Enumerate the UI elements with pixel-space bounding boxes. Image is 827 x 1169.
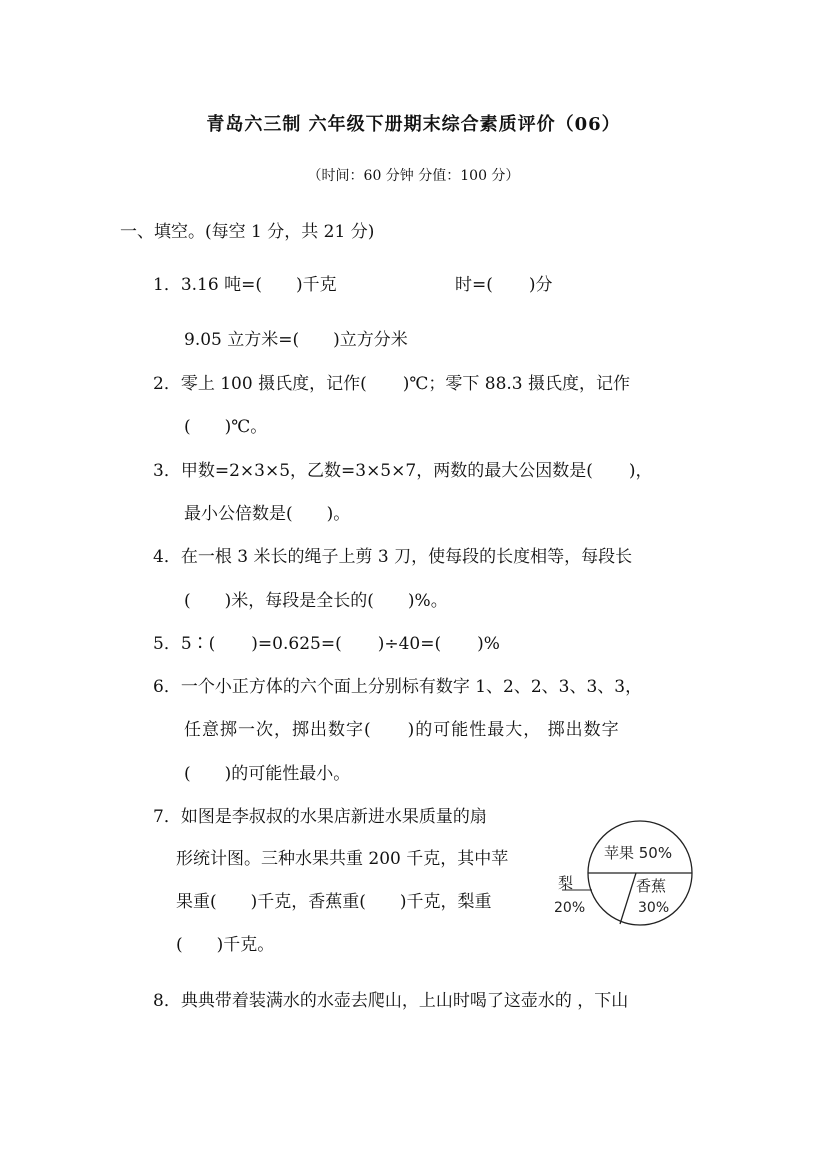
question-1-b (455, 274, 553, 296)
q3-text: 最小公倍数是( (184, 504, 293, 524)
q7-text: )千克。 (216, 935, 275, 955)
q4-text: ( (184, 591, 191, 611)
question-1-c (184, 329, 408, 351)
q7-text: 如图是李叔叔的水果店新进水果质量的扇 (180, 807, 487, 827)
question-7 (153, 806, 487, 828)
q6-text: 任意掷一次，掷出数字( (184, 720, 372, 740)
question-number: 2． (153, 374, 181, 394)
q1-text-b: 时=( (455, 275, 493, 295)
question-number: 8． (153, 991, 181, 1011)
q4-text: 在一根 3 米长的绳子上剪 3 刀，使每段的长度相等，每段长 (180, 547, 633, 567)
section-heading: 一、填空。(每空 1 分，共 21 分) (120, 222, 375, 242)
question-1 (153, 274, 337, 296)
question-3-line-2 (184, 503, 350, 525)
page-subtitle: （时间：60 分钟 分值：100 分） (307, 168, 520, 184)
q2-text: )℃；零下 88.3 摄氏度，记作 (402, 374, 631, 394)
question-4-line-2 (184, 590, 448, 612)
q7-text: )千克，香蕉重( (250, 892, 366, 912)
q1-text-c: 9.05 立方米=( (184, 330, 300, 350)
slice-label-pear: 梨 (558, 874, 574, 892)
q1-text-b2: )分 (528, 275, 553, 295)
q5-text: )=0.625=( (251, 634, 342, 654)
q7-text: 果重( (176, 892, 217, 912)
q5-text: )% (477, 634, 500, 654)
slice-label-apple: 苹果 50% (604, 844, 673, 862)
question-8 (153, 990, 628, 1012)
q3-text: )。 (326, 504, 351, 524)
q6-text: )的可能性最大， 掷出数字 (407, 720, 620, 740)
question-2-line-2 (184, 416, 267, 438)
question-number: 5． (153, 634, 181, 654)
question-number: 7． (153, 807, 181, 827)
q8-text: 典典带着装满水的水壶去爬山，上山时喝了这壶水的 ，下山 (180, 991, 629, 1011)
question-7-line-3 (176, 891, 492, 913)
question-3 (153, 460, 652, 482)
q1-text-a2: )千克 (295, 275, 337, 295)
question-number: 3． (153, 461, 181, 481)
question-7-line-2 (176, 848, 508, 870)
question-6-line-2 (184, 719, 620, 741)
q4-text: )米，每段是全长的( (224, 591, 374, 611)
q5-text: )÷40=( (377, 634, 442, 654)
q1-text-a: 3.16 吨=( (180, 275, 262, 295)
question-5 (153, 633, 500, 655)
q4-text: )%。 (407, 591, 448, 611)
q5-text: 5∶( (180, 634, 216, 654)
q2-text: 零上 100 摄氏度，记作( (180, 374, 367, 394)
q7-text: 形统计图。三种水果共重 200 千克，其中苹 (176, 849, 509, 869)
q6-text: 一个小正方体的六个面上分别标有数字 1、2、2、3、3、3， (180, 677, 643, 697)
question-7-line-4 (176, 934, 274, 956)
q3-text: 甲数=2×3×5，乙数=3×5×7，两数的最大公因数是( (180, 461, 593, 481)
q7-text: )千克，梨重 (399, 892, 492, 912)
q3-text: )， (628, 461, 653, 481)
q7-text: ( (176, 935, 183, 955)
pie-chart (548, 818, 708, 928)
slice-value-banana: 30% (638, 900, 670, 916)
question-2 (153, 373, 630, 395)
slice-label-banana: 香蕉 (636, 877, 667, 895)
page-title: 青岛六三制 六年级下册期末综合素质评价（06） (206, 114, 621, 135)
question-number: 1． (153, 275, 181, 295)
slice-value-pear: 20% (554, 900, 586, 916)
question-number: 6． (153, 677, 181, 697)
q2-text: ( (184, 417, 191, 437)
q6-text: )的可能性最小。 (224, 764, 351, 784)
q1-text-c2: )立方分米 (333, 330, 408, 350)
q6-text: ( (184, 764, 191, 784)
question-6 (153, 676, 642, 698)
q2-text: )℃。 (224, 417, 268, 437)
question-4 (153, 546, 632, 568)
question-number: 4． (153, 547, 181, 567)
question-6-line-3 (184, 763, 350, 785)
